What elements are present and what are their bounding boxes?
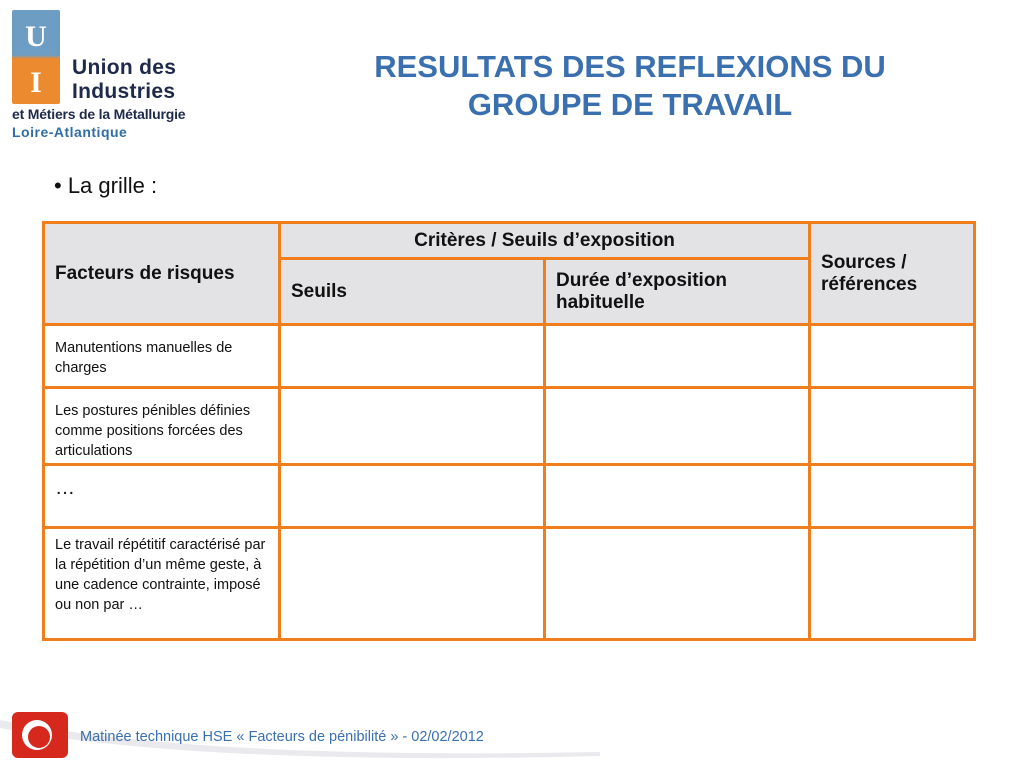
- uimm-logo: [10, 6, 200, 142]
- table-row: [44, 465, 975, 528]
- row-duration-cell: [545, 465, 810, 528]
- footer-text: Matinée technique HSE « Facteurs de pénibilité » - 02/02/2012: [80, 729, 484, 745]
- logo-mark: [12, 10, 60, 104]
- header-factors: Facteurs de risques: [44, 223, 280, 325]
- row-factor: …: [44, 465, 280, 528]
- row-sources-cell: [810, 388, 975, 465]
- row-duration-cell: [545, 388, 810, 465]
- row-duration-cell: [545, 528, 810, 640]
- row-thresholds-cell: [280, 325, 545, 388]
- table-row: [44, 528, 975, 640]
- row-sources-cell: [810, 325, 975, 388]
- table-row: [44, 388, 975, 465]
- footer-logo: [12, 712, 68, 758]
- logo-line-3: et Métiers de la Métallurgie: [12, 106, 186, 122]
- row-duration-cell: [545, 325, 810, 388]
- logo-line-4: Loire-Atlantique: [12, 124, 128, 140]
- slide-title-line-2: GROUPE DE TRAVAIL: [467, 87, 793, 122]
- footer-logo-inner-disc: [28, 726, 50, 748]
- header-criteria: Critères / Seuils d’exposition: [280, 223, 810, 259]
- bullet-text: • La grille :: [54, 173, 158, 198]
- slide-title: [320, 48, 940, 124]
- row-thresholds-cell: [280, 528, 545, 640]
- slide-title-line-1: RESULTATS DES REFLEXIONS DU: [374, 49, 886, 84]
- row-factor: Manutentions manuelles de charges: [44, 325, 280, 388]
- header-thresholds: Seuils: [280, 259, 545, 325]
- risk-grid-table: [42, 221, 976, 641]
- logo-line-2: Industries: [72, 80, 176, 103]
- header-sources: Sources / références: [810, 223, 975, 325]
- logo-letter-u: U: [25, 20, 47, 53]
- logo-line-1: Union des: [72, 56, 177, 79]
- row-factor: Le travail répétitif caractérisé par la répétition d’un même geste, à une cadence contrainte, imposé ou non par …: [44, 528, 280, 640]
- row-thresholds-cell: [280, 465, 545, 528]
- row-factor: Les postures pénibles définies comme positions forcées des articulations: [44, 388, 280, 465]
- table-row: [44, 325, 975, 388]
- row-sources-cell: [810, 528, 975, 640]
- header-duration: Durée d’exposition habituelle: [545, 259, 810, 325]
- row-thresholds-cell: [280, 388, 545, 465]
- logo-letter-i: I: [30, 66, 42, 99]
- row-sources-cell: [810, 465, 975, 528]
